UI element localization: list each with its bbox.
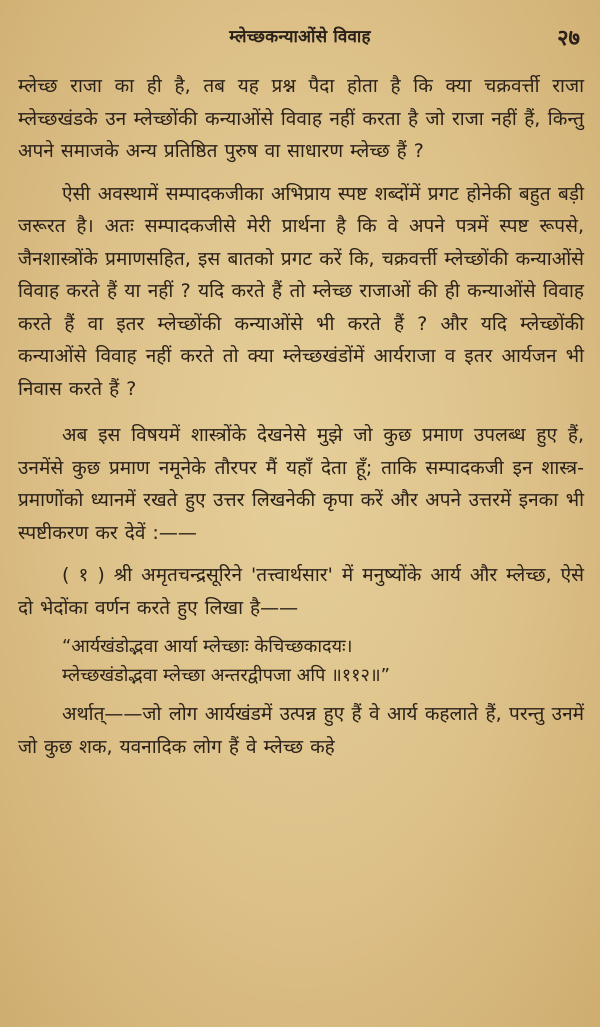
page-header (0, 24, 600, 54)
paragraph-continuation: म्लेच्छ राजा का ही है, तब यह प्रश्न पैदा होता है कि क्या चक्रवर्त्ती राजा म्लेच्छखंडके उन म्लेच्छोंकी कन्याओंसे विवाह नहीं करता है जो राजा नहीं हैं, किन्तु अपने समाजके अन्य प्रतिष्ठित पुरुष वा साधारण म्लेच्छ हैं ? (18, 75, 584, 162)
paragraph-meaning: अर्थात्——जो लोग आर्यखंडमें उत्पन्न हुए हैं वे आर्य कहलाते हैं, परन्तु उनमें जो कुछ शक, यवनादिक लोग हैं वे म्लेच्छ कहे (18, 703, 584, 758)
paragraph-citation-1: ( १ ) श्री अमृतचन्द्रसूरिने 'तत्त्वार्थसार' में मनुष्योंके आर्य और म्लेच्छ, ऐसे दो भेदोंका वर्णन करते हुए लिखा है—— (18, 564, 584, 619)
paragraph-request: ऐसी अवस्थामें सम्पादकजीका अभिप्राय स्पष्ट शब्दोंमें प्रगट होनेकी बहुत बड़ी जरूरत है। अतः सम्पादकजीसे मेरी प्रार्थना है कि वे अपने पत्रमें स्पष्ट रूपसे, जैनशास्त्रोंके प्रमाणसहित, इस बातको प्रगट करें कि, चक्रवर्त्ती म्लेच्छोंकी कन्याओंसे विवाह करते हैं या नहीं ? यदि करते हैं तो म्लेच्छ राजाओं की ही कन्याओंसे विवाह करते हैं वा इतर म्लेच्छोंकी कन्याओंसे भी करते हैं ? और यदि म्लेच्छोंकी कन्याओंसे विवाह नहीं करते तो क्या म्लेच्छखंडोंमें आर्यराजा व इतर आर्यजन भी निवास करते हैं ? (18, 182, 584, 400)
paragraph-evidence-intro: अब इस विषयमें शास्त्रोंके देखनेसे मुझे जो कुछ प्रमाण उपलब्ध हुए हैं, उनमेंसे कुछ प्रमाण नमूनेके तौरपर मैं यहाँ देता हूँ; ताकि सम्पादकजी इन शास्त्र-प्रमाणोंको ध्यानमें रखते हुए उत्तर लिखनेकी कृपा करें और अपने उत्तरमें इनका भी स्पष्टीकरण कर देवें :—— (18, 424, 584, 544)
page-number: २७ (557, 26, 580, 51)
verse-line-2: म्लेच्छखंडोद्भवा म्लेच्छा अन्तरद्वीपजा अपि ॥११२॥” (62, 665, 390, 686)
verse-line-1: “आर्यखंडोद्भवा आर्या म्लेच्छाः केचिच्छकादयः। (62, 636, 353, 657)
running-title: म्लेच्छकन्याओंसे विवाह (229, 27, 371, 47)
page-body (18, 70, 584, 763)
